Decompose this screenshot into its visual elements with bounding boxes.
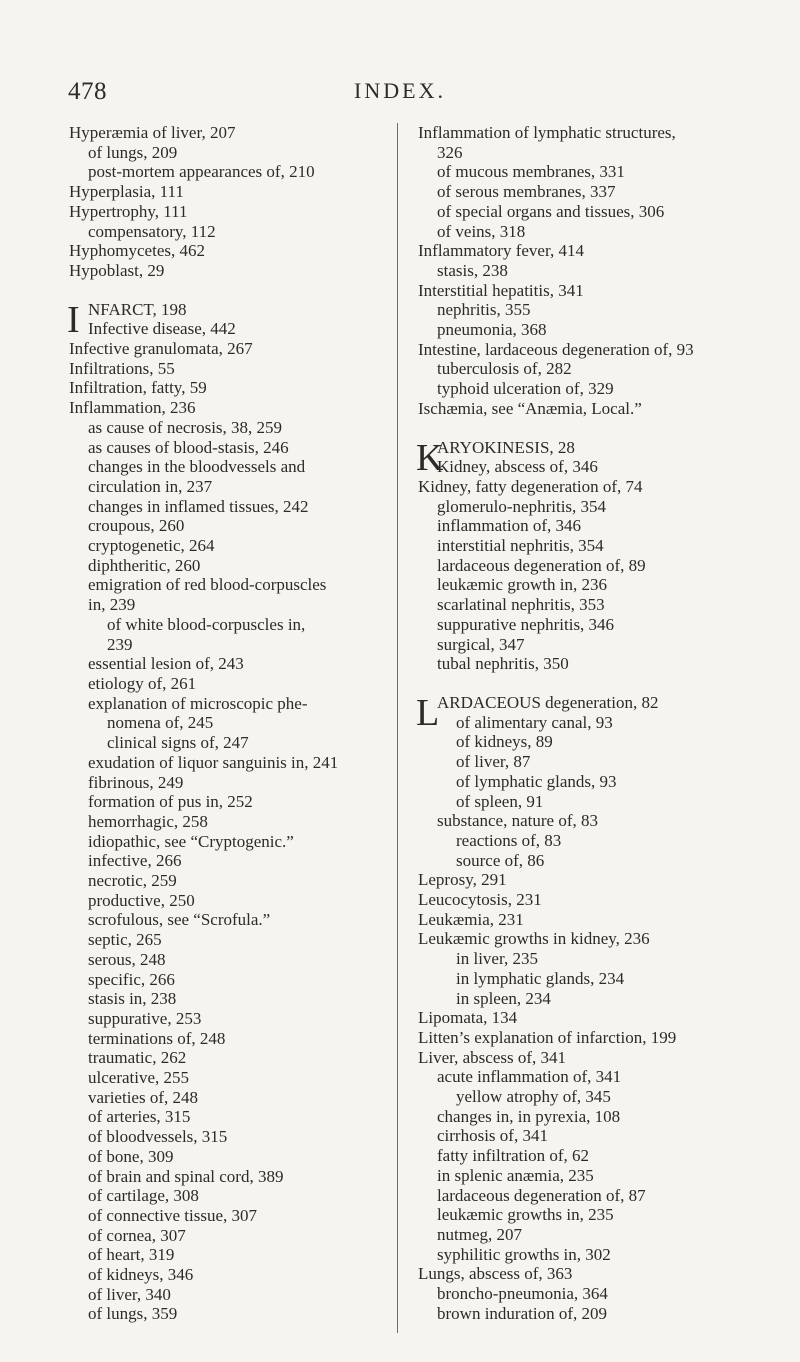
section-gap bbox=[69, 281, 364, 300]
index-entry: of kidneys, 89 bbox=[456, 732, 553, 752]
index-entry: essential lesion of, 243 bbox=[88, 654, 244, 674]
page-header bbox=[0, 78, 800, 108]
index-entry: Leukæmia, 231 bbox=[418, 909, 524, 929]
index-entry: emigration of red blood-corpuscles bbox=[88, 575, 327, 595]
index-entry: septic, 265 bbox=[88, 930, 162, 950]
index-entry-text: NFARCT, 198 bbox=[88, 299, 187, 319]
index-entry: of lymphatic glands, 93 bbox=[456, 771, 617, 791]
index-entry: pneumonia, 368 bbox=[437, 320, 547, 340]
index-entry: of liver, 87 bbox=[456, 752, 531, 772]
index-entry: of bloodvessels, 315 bbox=[88, 1127, 228, 1147]
index-entry: lardaceous degeneration of, 87 bbox=[437, 1185, 646, 1205]
index-entry: of special organs and tissues, 306 bbox=[437, 201, 665, 221]
drop-cap-initial: I bbox=[67, 298, 80, 341]
index-entry: Liver, abscess of, 341 bbox=[418, 1047, 567, 1067]
index-entry: Hypoblast, 29 bbox=[69, 260, 165, 280]
index-entry: nephritis, 355 bbox=[437, 300, 531, 320]
index-entry-text: ARDACEOUS degeneration, 82 bbox=[437, 692, 659, 712]
index-entry: reactions of, 83 bbox=[456, 830, 562, 850]
index-entry: of kidneys, 346 bbox=[88, 1265, 194, 1285]
index-entry: of veins, 318 bbox=[437, 221, 526, 241]
index-entry: syphilitic growths in, 302 bbox=[437, 1244, 611, 1264]
index-entry: brown induration of, 209 bbox=[437, 1303, 607, 1323]
index-entry: as causes of blood-stasis, 246 bbox=[88, 437, 289, 457]
index-entry: source of, 86 bbox=[456, 850, 545, 870]
index-entry: in spleen, 234 bbox=[456, 988, 551, 1008]
index-entry: ulcerative, 255 bbox=[88, 1068, 190, 1088]
index-entry: tubal nephritis, 350 bbox=[437, 654, 569, 674]
index-entry: in liver, 235 bbox=[456, 949, 538, 969]
index-entry: Inflammation, 236 bbox=[69, 398, 196, 418]
index-entry: Interstitial hepatitis, 341 bbox=[418, 280, 584, 300]
index-entry: Hyphomycetes, 462 bbox=[69, 241, 205, 261]
index-entry: acute inflammation of, 341 bbox=[437, 1067, 622, 1087]
index-entry: Infective granulomata, 267 bbox=[69, 339, 253, 359]
index-entry: necrotic, 259 bbox=[88, 871, 177, 891]
index-entry: cryptogenetic, 264 bbox=[88, 536, 215, 556]
column-divider bbox=[397, 123, 398, 1333]
index-entry: Lungs, abscess of, 363 bbox=[418, 1264, 573, 1284]
index-entry: as cause of necrosis, 38, 259 bbox=[88, 417, 283, 437]
index-entry: croupous, 260 bbox=[88, 516, 185, 536]
index-column-right bbox=[418, 123, 763, 1323]
index-entry: fatty infiltration of, 62 bbox=[437, 1146, 590, 1166]
index-entry: of alimentary canal, 93 bbox=[456, 712, 613, 732]
section-gap bbox=[418, 674, 763, 693]
index-entry: of cartilage, 308 bbox=[88, 1186, 199, 1206]
index-entry: of lungs, 359 bbox=[88, 1304, 178, 1324]
index-entry: diphtheritic, 260 bbox=[88, 555, 201, 575]
index-entry: traumatic, 262 bbox=[88, 1048, 187, 1068]
index-entry: Infiltrations, 55 bbox=[69, 358, 175, 378]
index-entry: of lungs, 209 bbox=[88, 142, 178, 162]
index-entry: fibrinous, 249 bbox=[88, 772, 184, 792]
index-entry: productive, 250 bbox=[88, 890, 195, 910]
index-entry: Inflammatory fever, 414 bbox=[418, 241, 584, 261]
index-entry: nomena of, 245 bbox=[107, 713, 214, 733]
index-entry: cirrhosis of, 341 bbox=[437, 1126, 548, 1146]
index-entry: of arteries, 315 bbox=[88, 1107, 191, 1127]
index-entry: in splenic anæmia, 235 bbox=[437, 1165, 594, 1185]
index-entry: formation of pus in, 252 bbox=[88, 792, 253, 812]
index-entry: scrofulous, see “Scrofula.” bbox=[88, 910, 271, 930]
index-entry: of heart, 319 bbox=[88, 1245, 175, 1265]
index-entry: changes in the bloodvessels and bbox=[88, 457, 306, 477]
index-entry: Leucocytosis, 231 bbox=[418, 890, 542, 910]
index-entry: glomerulo-nephritis, 354 bbox=[437, 496, 607, 516]
index-entry: Infective disease, 442 bbox=[88, 319, 236, 339]
index-entry: of brain and spinal cord, 389 bbox=[88, 1166, 284, 1186]
index-entry: nutmeg, 207 bbox=[437, 1224, 522, 1244]
index-entry: Hypertrophy, 111 bbox=[69, 201, 188, 221]
index-entry: explanation of microscopic phe- bbox=[88, 693, 308, 713]
index-entry: compensatory, 112 bbox=[88, 221, 216, 241]
index-entry: of bone, 309 bbox=[88, 1146, 174, 1166]
index-entry: stasis, 238 bbox=[437, 260, 508, 280]
index-entry: 326 bbox=[437, 142, 463, 162]
index-entry: Kidney, abscess of, 346 bbox=[437, 457, 598, 477]
index-entry: inflammation of, 346 bbox=[437, 516, 582, 536]
index-entry: stasis in, 238 bbox=[88, 989, 177, 1009]
index-entry: serous, 248 bbox=[88, 949, 166, 969]
index-entry: lardaceous degeneration of, 89 bbox=[437, 555, 646, 575]
index-entry: suppurative, 253 bbox=[88, 1008, 202, 1028]
index-entry: of mucous membranes, 331 bbox=[437, 162, 625, 182]
index-entry: in lymphatic glands, 234 bbox=[456, 968, 625, 988]
index-entry: Leukæmic growths in kidney, 236 bbox=[418, 929, 650, 949]
index-entry: broncho-pneumonia, 364 bbox=[437, 1284, 608, 1304]
index-entry: terminations of, 248 bbox=[88, 1028, 226, 1048]
index-entry: of white blood-corpuscles in, bbox=[107, 614, 306, 634]
index-entry: 239 bbox=[107, 634, 133, 654]
index-entry: idiopathic, see “Cryptogenic.” bbox=[88, 831, 294, 851]
index-entry: yellow atrophy of, 345 bbox=[456, 1087, 611, 1107]
index-entry: typhoid ulceration of, 329 bbox=[437, 379, 614, 399]
index-entry: suppurative nephritis, 346 bbox=[437, 614, 615, 634]
index-entry: Infiltration, fatty, 59 bbox=[69, 378, 207, 398]
page-number: 478 bbox=[68, 78, 107, 105]
index-entry: in, 239 bbox=[88, 595, 136, 615]
index-entry: surgical, 347 bbox=[437, 634, 525, 654]
index-entry: exudation of liquor sanguinis in, 241 bbox=[88, 752, 339, 772]
index-entry: varieties of, 248 bbox=[88, 1087, 198, 1107]
index-entry: Kidney, fatty degeneration of, 74 bbox=[418, 476, 643, 496]
drop-cap-initial: K bbox=[416, 436, 444, 479]
index-entry: Leprosy, 291 bbox=[418, 870, 507, 890]
index-entry: substance, nature of, 83 bbox=[437, 811, 598, 831]
index-entry: of connective tissue, 307 bbox=[88, 1205, 258, 1225]
index-entry: Litten’s explanation of infarction, 199 bbox=[418, 1027, 677, 1047]
index-entry: changes in, in pyrexia, 108 bbox=[437, 1106, 621, 1126]
index-entry: Hyperplasia, 111 bbox=[69, 182, 184, 202]
drop-cap-initial: L bbox=[416, 691, 440, 734]
index-entry: of liver, 340 bbox=[88, 1284, 171, 1304]
index-entry: of serous membranes, 337 bbox=[437, 182, 616, 202]
running-title: INDEX. bbox=[354, 78, 446, 103]
index-entry-text: ARYOKINESIS, 28 bbox=[437, 437, 575, 457]
index-entry: changes in inflamed tissues, 242 bbox=[88, 496, 309, 516]
index-entry: post-mortem appearances of, 210 bbox=[88, 162, 315, 182]
index-entry: interstitial nephritis, 354 bbox=[437, 536, 604, 556]
index-entry: Lipomata, 134 bbox=[418, 1008, 518, 1028]
index-entry: scarlatinal nephritis, 353 bbox=[437, 595, 605, 615]
index-entry: leukæmic growths in, 235 bbox=[437, 1205, 614, 1225]
index-entry: circulation in, 237 bbox=[88, 476, 213, 496]
index-entry: Inflammation of lymphatic structures, bbox=[418, 123, 676, 142]
index-column-left bbox=[69, 123, 364, 1324]
index-entry: leukæmic growth in, 236 bbox=[437, 575, 607, 595]
index-entry: Intestine, lardaceous degeneration of, 93 bbox=[418, 339, 694, 359]
index-entry: of cornea, 307 bbox=[88, 1225, 186, 1245]
index-entry: of spleen, 91 bbox=[456, 791, 544, 811]
index-entry: specific, 266 bbox=[88, 969, 175, 989]
index-entry: Hyperæmia of liver, 207 bbox=[69, 123, 236, 142]
section-gap bbox=[418, 419, 763, 438]
index-entry: infective, 266 bbox=[88, 851, 182, 871]
index-entry: etiology of, 261 bbox=[88, 673, 197, 693]
index-entry: tuberculosis of, 282 bbox=[437, 359, 572, 379]
index-entry: Ischæmia, see “Anæmia, Local.” bbox=[418, 398, 642, 418]
index-entry: hemorrhagic, 258 bbox=[88, 811, 208, 831]
index-entry: clinical signs of, 247 bbox=[107, 733, 249, 753]
